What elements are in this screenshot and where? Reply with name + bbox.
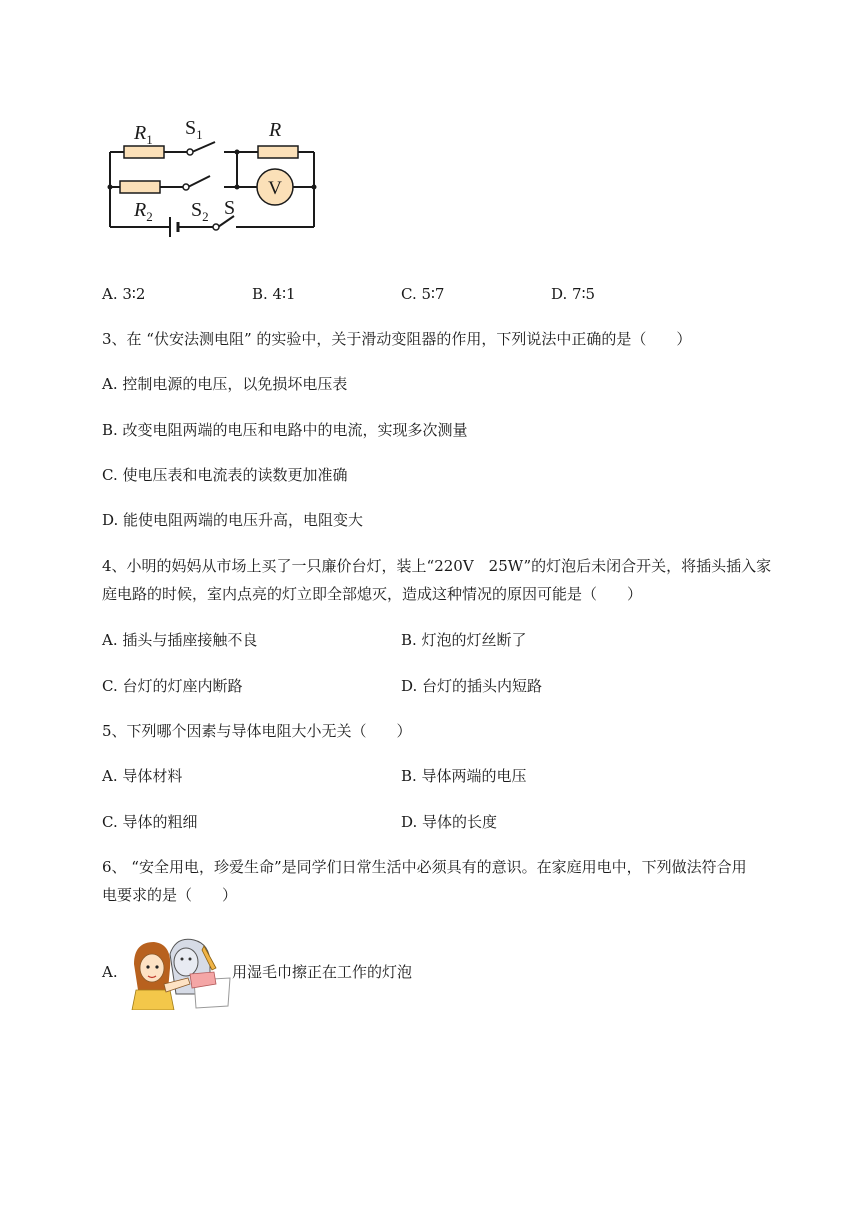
resistor-r <box>258 146 298 158</box>
svg-text:S2 <box>191 199 209 224</box>
q4-stem-line2: 庭电路的时候，室内点亮的灯立即全部熄灭，造成这种情况的原因可能是（ ） <box>102 585 643 603</box>
q4-option-c: C. 台灯的灯座内断路 <box>102 677 243 695</box>
q5-stem: 5、下列哪个因素与导体电阻大小无关（ ） <box>102 722 412 740</box>
svg-text:S1 <box>185 117 203 142</box>
circuit-diagram <box>100 112 330 262</box>
q3-option-d: D. 能使电阻两端的电压升高，电阻变大 <box>102 511 364 529</box>
q4-option-a: A. 插头与插座接触不良 <box>102 631 258 649</box>
svg-text:R1 <box>133 122 153 147</box>
q2-option-b: B. 4∶1 <box>252 285 296 303</box>
s1-sub: 1 <box>196 127 203 142</box>
q2-option-d: D. 7∶5 <box>551 285 596 303</box>
voltmeter-label: V <box>268 178 282 199</box>
q2-option-a: A. 3∶2 <box>102 285 146 303</box>
q4-option-d: D. 台灯的插头内短路 <box>401 677 543 695</box>
q3-stem: 3、在 “伏安法测电阻” 的实验中，关于滑动变阻器的作用，下列说法中正确的是（ ） <box>102 330 692 348</box>
q2-option-c: C. 5∶7 <box>401 285 445 303</box>
svg-text:R2 <box>133 199 153 224</box>
q5-option-c: C. 导体的粗细 <box>102 813 198 831</box>
q4-stem-line1: 4、小明的妈妈从市场上买了一只廉价台灯，装上“220V 25W”的灯泡后未闭合开关，将插头插入家 <box>102 557 772 575</box>
q6-stem-line1: 6、 “安全用电，珍爱生命”是同学们日常生活中必须具有的意识。在家庭用电中，下列做法符合用 <box>102 858 747 876</box>
s1-label: S <box>185 117 197 139</box>
q6-option-a-text: 用湿毛巾擦正在工作的灯泡 <box>232 963 413 981</box>
r2-label: R <box>134 199 147 221</box>
wiping-lamp-illustration <box>130 934 232 1010</box>
r1-sub: 1 <box>146 132 153 147</box>
s-label: S <box>224 197 236 219</box>
q3-option-c: C. 使电压表和电流表的读数更加准确 <box>102 466 348 484</box>
resistor-r1 <box>124 146 164 158</box>
q5-option-a: A. 导体材料 <box>102 767 183 785</box>
r2-sub: 2 <box>146 209 153 224</box>
q5-option-d: D. 导体的长度 <box>401 813 498 831</box>
q5-option-b: B. 导体两端的电压 <box>401 767 527 785</box>
s2-sub: 2 <box>202 209 209 224</box>
q3-option-b: B. 改变电阻两端的电压和电路中的电流，实现多次测量 <box>102 421 468 439</box>
q3-option-a: A. 控制电源的电压，以免损坏电压表 <box>102 375 348 393</box>
q6-option-a-letter: A. <box>102 963 118 981</box>
s2-label: S <box>191 199 203 221</box>
r1-label: R <box>134 122 147 144</box>
resistor-r2 <box>120 181 160 193</box>
r-label: R <box>269 119 282 141</box>
q4-option-b: B. 灯泡的灯丝断了 <box>401 631 527 649</box>
q6-stem-line2: 电要求的是（ ） <box>102 886 238 904</box>
